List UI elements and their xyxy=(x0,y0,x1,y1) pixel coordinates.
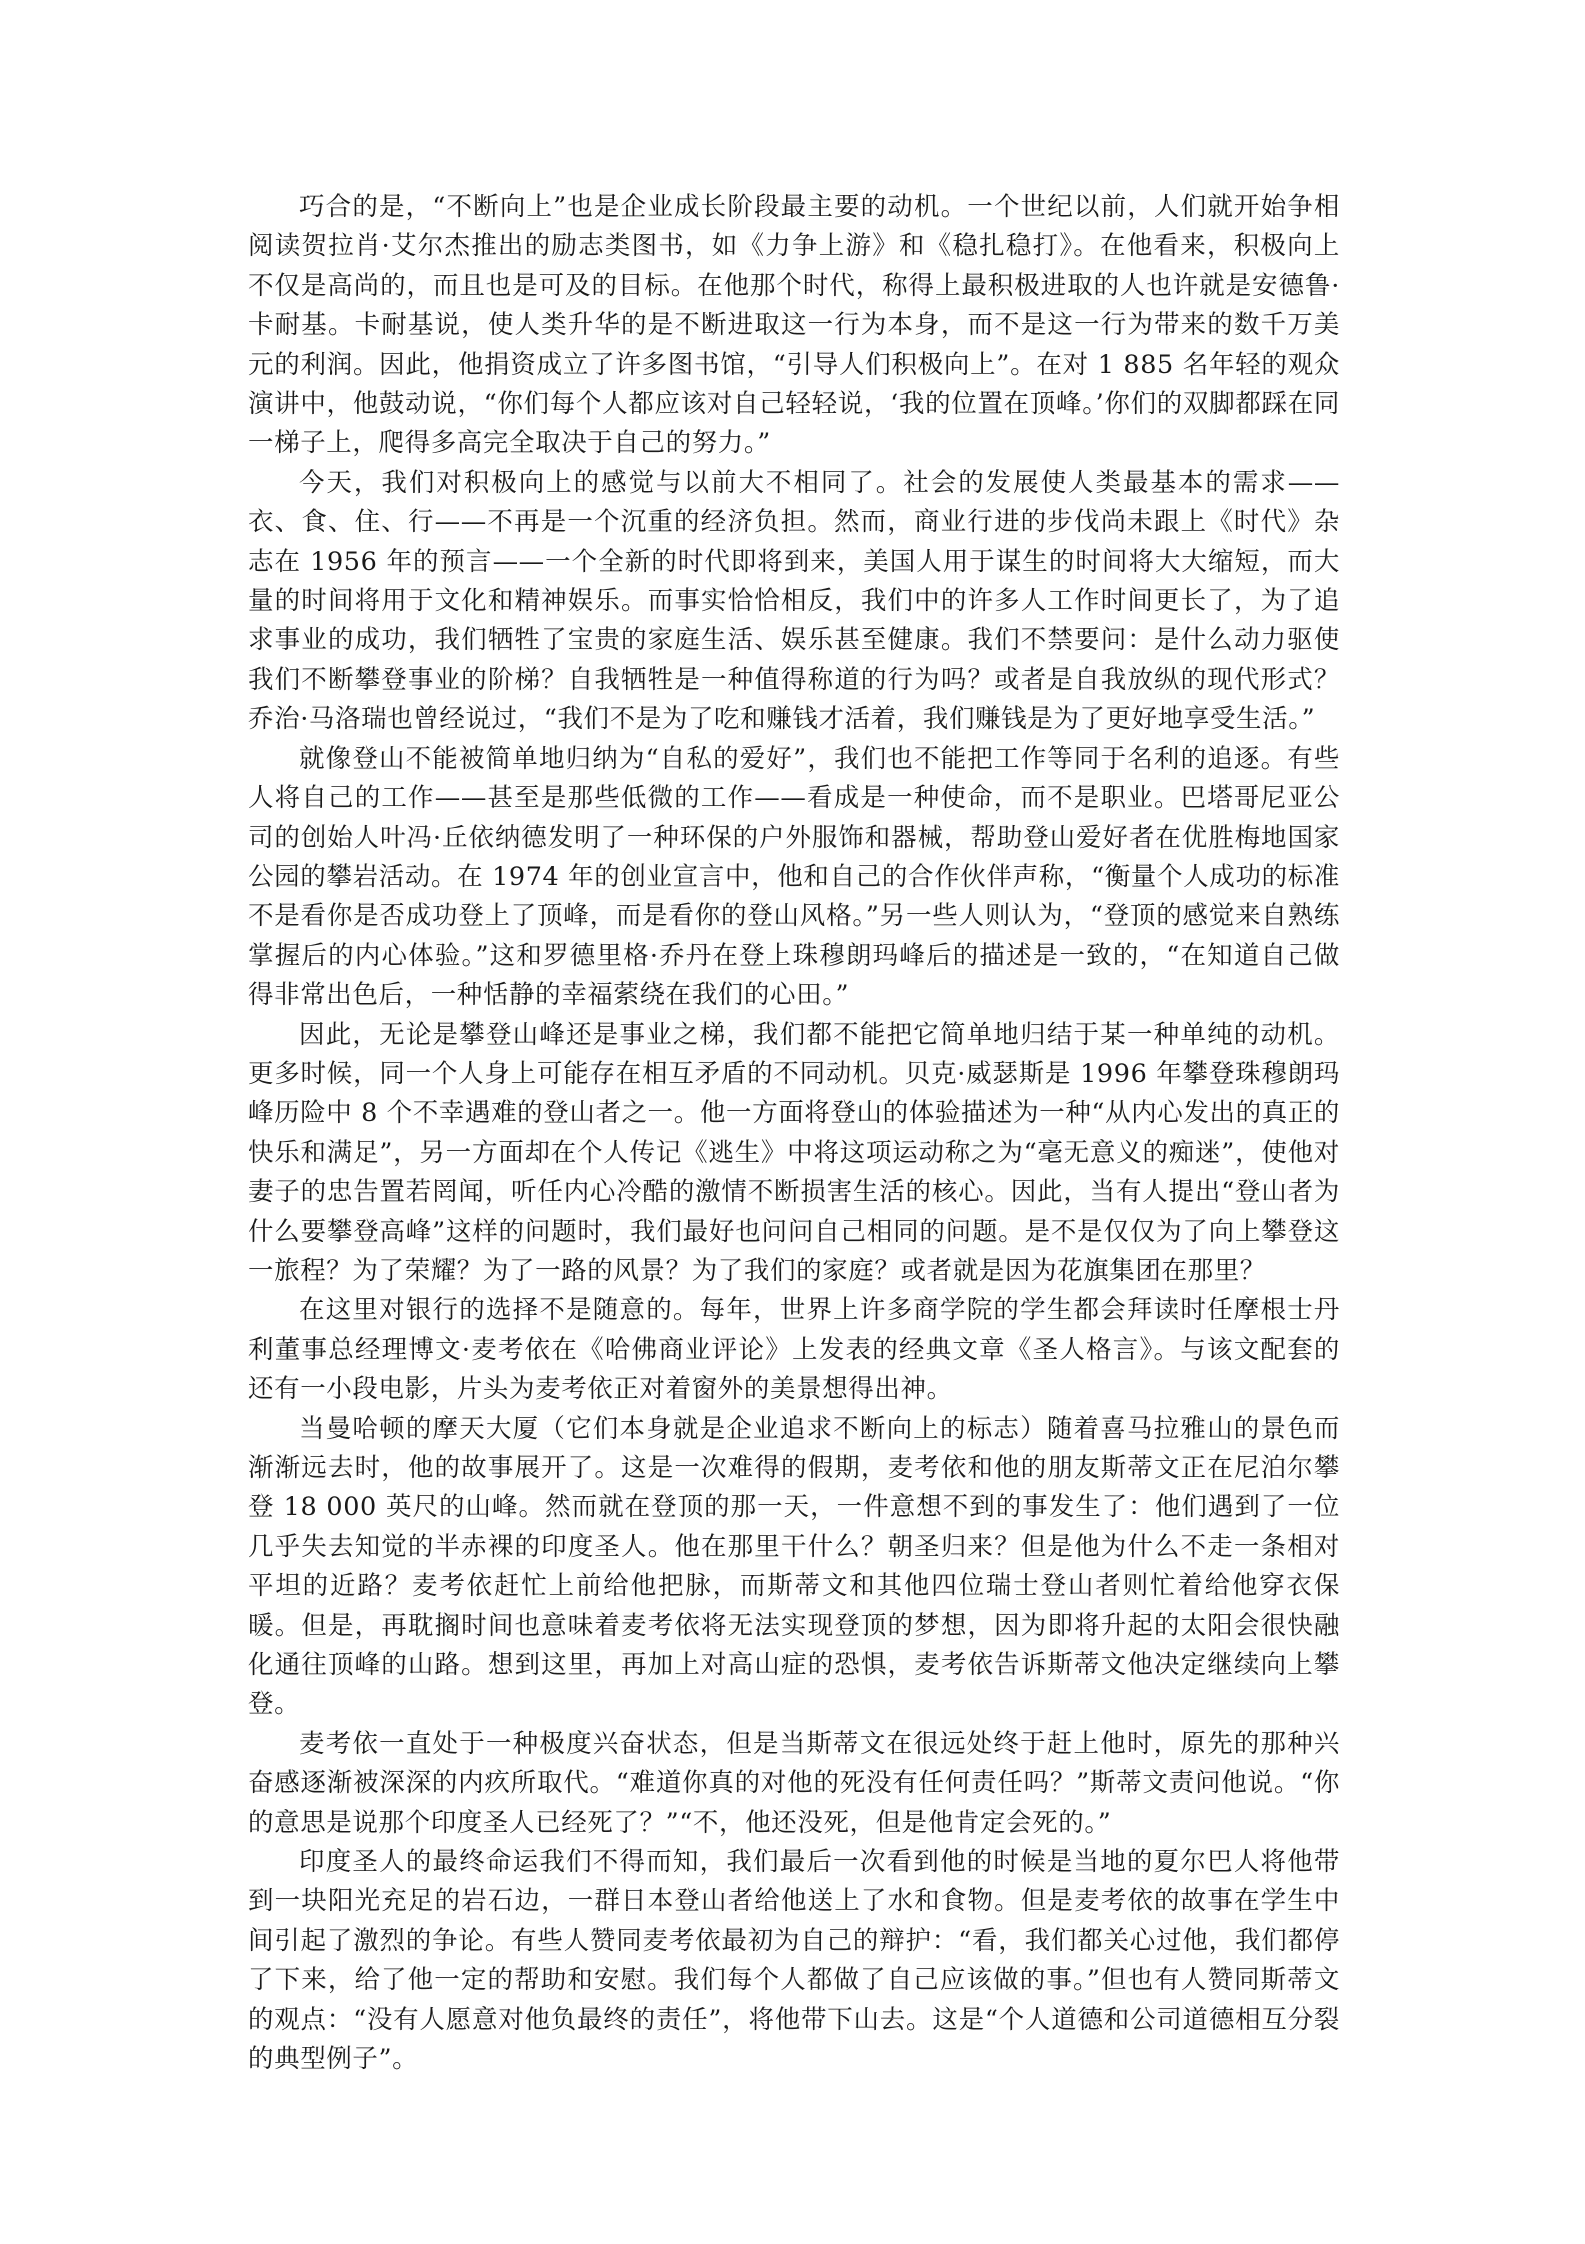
paragraph-6: 当曼哈顿的摩天大厦（它们本身就是企业追求不断向上的标志）随着喜马拉雅山的景色而渐渐远去时，他的故事展开了。这是一次难得的假期，麦考依和他的朋友斯蒂文正在尼泊尔攀登 18 000 英尺的山峰。然而就在登顶的那一天，一件意想不到的事发生了：他们遇到了一位几乎失去知觉的半赤裸的印度圣人。他在那里干什么？朝圣归来？但是他为什么不走一条相对平坦的近路？麦考依赶忙上前给他把脉，而斯蒂文和其他四位瑞士登山者则忙着给他穿衣保暖。但是，再耽搁时间也意味着麦考依将无法实现登顶的梦想，因为即将升起的太阳会很快融化通往顶峰的山路。想到这里，再加上对高山症的恐惧，麦考依告诉斯蒂文他决定继续向上攀登。 xyxy=(248,1413,1340,1720)
document-body xyxy=(248,188,1340,2080)
paragraph-8: 印度圣人的最终命运我们不得而知，我们最后一次看到他的时候是当地的夏尔巴人将他带到一块阳光充足的岩石边，一群日本登山者给他送上了水和食物。但是麦考依的故事在学生中间引起了激烈的争论。有些人赞同麦考依最初为自己的辩护：“看，我们都关心过他，我们都停了下来，给了他一定的帮助和安慰。我们每个人都做了自己应该做的事。”但也有人赞同斯蒂文的观点：“没有人愿意对他负最终的责任”，将他带下山去。这是“个人道德和公司道德相互分裂的典型例子”。 xyxy=(248,1847,1340,2075)
paragraph-3: 就像登山不能被简单地归纳为“自私的爱好”，我们也不能把工作等同于名利的追逐。有些人将自己的工作——甚至是那些低微的工作——看成是一种使命，而不是职业。巴塔哥尼亚公司的创始人叶冯·丘依纳德发明了一种环保的户外服饰和器械，帮助登山爱好者在优胜梅地国家公园的攀岩活动。在 1974 年的创业宣言中，他和自己的合作伙伴声称，“衡量个人成功的标准不是看你是否成功登上了顶峰，而是看你的登山风格。”另一些人则认为，“登顶的感觉来自熟练掌握后的内心体验。”这和罗德里格·乔丹在登上珠穆朗玛峰后的描述是一致的，“在知道自己做得非常出色后，一种恬静的幸福萦绕在我们的心田。” xyxy=(248,743,1340,1011)
paragraph-2: 今天，我们对积极向上的感觉与以前大不相同了。社会的发展使人类最基本的需求——衣、食、住、行——不再是一个沉重的经济负担。然而，商业行进的步伐尚未跟上《时代》杂志在 1956 年的预言——一个全新的时代即将到来，美国人用于谋生的时间将大大缩短，而大量的时间将用于文化和精神娱乐。而事实恰恰相反，我们中的许多人工作时间更长了，为了追求事业的成功，我们牺牲了宝贵的家庭生活、娱乐甚至健康。我们不禁要问：是什么动力驱使我们不断攀登事业的阶梯？自我牺牲是一种值得称道的行为吗？或者是自我放纵的现代形式？乔治·马洛瑞也曾经说过，“我们不是为了吃和赚钱才活着，我们赚钱是为了更好地享受生活。” xyxy=(248,467,1340,735)
paragraph-4: 因此，无论是攀登山峰还是事业之梯，我们都不能把它简单地归结于某一种单纯的动机。更多时候，同一个人身上可能存在相互矛盾的不同动机。贝克·威瑟斯是 1996 年攀登珠穆朗玛峰历险中 8 个不幸遇难的登山者之一。他一方面将登山的体验描述为一种“从内心发出的真正的快乐和满足”，另一方面却在个人传记《逃生》中将这项运动称之为“毫无意义的痴迷”，使他对妻子的忠告置若罔闻，听任内心冷酷的激情不断损害生活的核心。因此，当有人提出“登山者为什么要攀登高峰”这样的问题时，我们最好也问问自己相同的问题。是不是仅仅为了向上攀登这一旅程？为了荣耀？为了一路的风景？为了我们的家庭？或者就是因为花旗集团在那里？ xyxy=(248,1019,1340,1286)
paragraph-7: 麦考依一直处于一种极度兴奋状态，但是当斯蒂文在很远处终于赶上他时，原先的那种兴奋感逐渐被深深的内疚所取代。“难道你真的对他的死没有任何责任吗？”斯蒂文责问他说。“你的意思是说那个印度圣人已经死了？”“不，他还没死，但是他肯定会死的。” xyxy=(248,1728,1340,1838)
paragraph-5: 在这里对银行的选择不是随意的。每年，世界上许多商学院的学生都会拜读时任摩根士丹利董事总经理博文·麦考依在《哈佛商业评论》上发表的经典文章《圣人格言》。与该文配套的还有一小段电影，片头为麦考依正对着窗外的美景想得出神。 xyxy=(248,1295,1340,1405)
paragraph-1: 巧合的是，“不断向上”也是企业成长阶段最主要的动机。一个世纪以前，人们就开始争相阅读贺拉肖·艾尔杰推出的励志类图书，如《力争上游》和《稳扎稳打》。在他看来，积极向上不仅是高尚的，而且也是可及的目标。在他那个时代，称得上最积极进取的人也许就是安德鲁·卡耐基。卡耐基说，使人类升华的是不断进取这一行为本身，而不是这一行为带来的数千万美元的利润。因此，他捐资成立了许多图书馆，“引导人们积极向上”。在对 1 885 名年轻的观众演讲中，他鼓动说，“你们每个人都应该对自己轻轻说，‘我的位置在顶峰。’你们的双脚都踩在同一梯子上，爬得多高完全取决于自己的努力。” xyxy=(248,192,1340,459)
